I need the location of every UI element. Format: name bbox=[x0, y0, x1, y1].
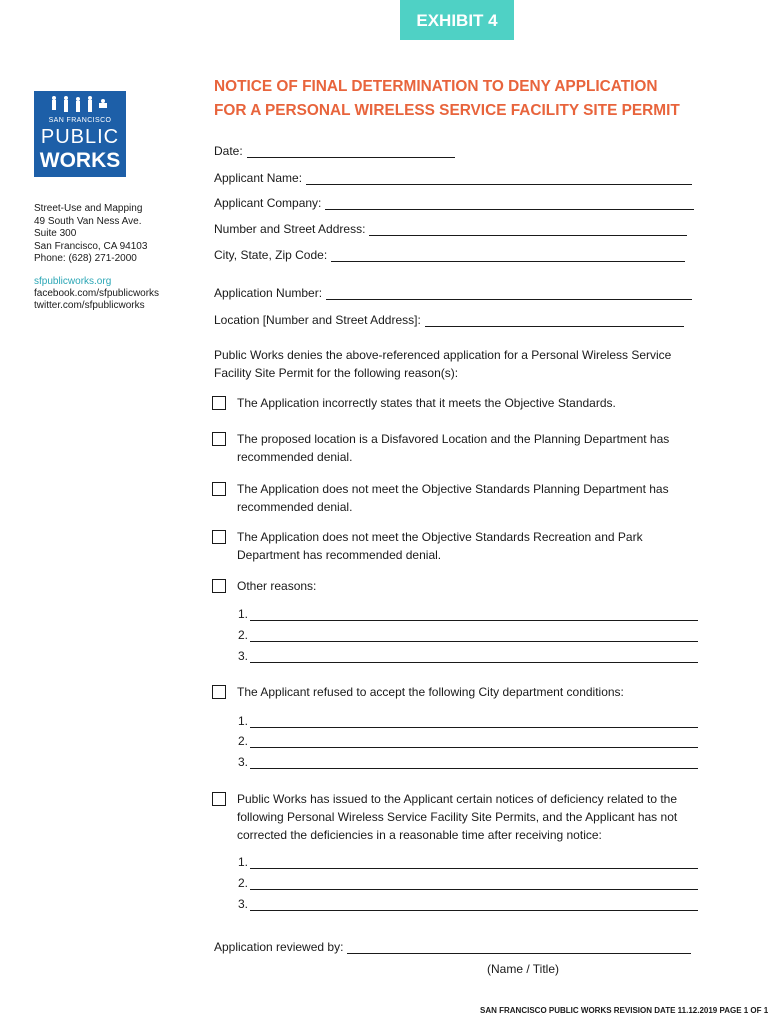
reason-option-6[interactable] bbox=[212, 683, 702, 701]
condition-line-3[interactable] bbox=[238, 755, 698, 769]
location-field[interactable] bbox=[214, 313, 684, 327]
applicant-name-label: Applicant Name: bbox=[214, 171, 303, 185]
street-address-field[interactable] bbox=[214, 222, 687, 236]
reason-1-checkbox[interactable] bbox=[212, 396, 226, 410]
reviewed-by-field[interactable] bbox=[214, 940, 691, 954]
condition-line-2[interactable] bbox=[238, 734, 698, 748]
condition-line-1[interactable] bbox=[238, 714, 698, 728]
links-block bbox=[34, 276, 159, 312]
line-number: 2. bbox=[238, 876, 249, 890]
applicant-company-field[interactable] bbox=[214, 196, 694, 210]
reason-4-label: The Application does not meet the Objective Standards Recreation and Park Department has recommended denial. bbox=[237, 530, 643, 562]
street-address-label: Number and Street Address: bbox=[214, 222, 366, 236]
address-line: Phone: (628) 271-2000 bbox=[34, 253, 137, 264]
date-label: Date: bbox=[214, 144, 243, 158]
other-reason-line-1[interactable] bbox=[238, 607, 698, 621]
reason-6-checkbox[interactable] bbox=[212, 685, 226, 699]
twitter-link[interactable]: twitter.com/sfpublicworks bbox=[34, 300, 145, 311]
line-number: 1. bbox=[238, 855, 249, 869]
name-title-caption: (Name / Title) bbox=[487, 962, 560, 976]
logo-word-works: WORKS bbox=[39, 149, 121, 172]
footer: SAN FRANCISCO PUBLIC WORKS REVISION DATE 11.12.2019 PAGE 1 OF 1 bbox=[480, 1006, 769, 1015]
line-number: 3. bbox=[238, 897, 249, 911]
title-line-2: FOR A PERSONAL WIRELESS SERVICE FACILITY SITE PERMIT bbox=[214, 102, 680, 119]
reason-option-7[interactable] bbox=[212, 790, 702, 844]
reason-5-label: Other reasons: bbox=[237, 579, 317, 593]
page-title bbox=[214, 75, 680, 123]
line-number: 3. bbox=[238, 755, 249, 769]
application-number-label: Application Number: bbox=[214, 286, 323, 300]
website-link[interactable]: sfpublicworks.org bbox=[34, 276, 112, 287]
date-field[interactable] bbox=[214, 144, 455, 158]
location-label: Location [Number and Street Address]: bbox=[214, 313, 421, 327]
address-line: San Francisco, CA 94103 bbox=[34, 240, 148, 252]
facebook-link[interactable]: facebook.com/sfpublicworks bbox=[34, 288, 160, 299]
deficiency-line-2[interactable] bbox=[238, 876, 698, 890]
address-line: 49 South Van Ness Ave. bbox=[34, 215, 142, 227]
reason-3-checkbox[interactable] bbox=[212, 482, 226, 496]
reason-option-5[interactable] bbox=[212, 577, 702, 595]
logo-word-public: PUBLIC bbox=[40, 126, 120, 148]
reason-2-checkbox[interactable] bbox=[212, 432, 226, 446]
reason-option-4[interactable] bbox=[212, 528, 702, 564]
reason-4-checkbox[interactable] bbox=[212, 530, 226, 544]
address-block bbox=[34, 203, 147, 266]
reason-5-checkbox[interactable] bbox=[212, 579, 226, 593]
reason-2-label: The proposed location is a Disfavored Location and the Planning Department has recommended denial. bbox=[237, 432, 670, 464]
reason-7-label: Public Works has issued to the Applicant certain notices of deficiency related to the following Personal Wireless Service Facility Site Permits, and the Applicant has not corrected the deficiencies in a reasonable time after receiving notice: bbox=[237, 792, 678, 842]
reason-6-label: The Applicant refused to accept the following City department conditions: bbox=[237, 685, 624, 699]
reason-3-label: The Application does not meet the Objective Standards Planning Department has recommended denial. bbox=[237, 482, 669, 514]
title-line-1: NOTICE OF FINAL DETERMINATION TO DENY APPLICATION bbox=[214, 78, 658, 95]
reason-1-label: The Application incorrectly states that it meets the Objective Standards. bbox=[237, 396, 616, 410]
line-number: 1. bbox=[238, 714, 249, 728]
reason-option-2[interactable] bbox=[212, 430, 702, 466]
applicant-company-label: Applicant Company: bbox=[214, 196, 322, 210]
application-number-field[interactable] bbox=[214, 286, 692, 300]
logo-city: SAN FRANCISCO bbox=[48, 117, 112, 124]
deficiency-line-3[interactable] bbox=[238, 897, 698, 911]
line-number: 2. bbox=[238, 628, 249, 642]
reason-7-checkbox[interactable] bbox=[212, 792, 226, 806]
public-works-logo bbox=[34, 91, 126, 177]
applicant-name-field[interactable] bbox=[214, 171, 692, 185]
reviewed-by-label: Application reviewed by: bbox=[214, 940, 344, 954]
address-line: Suite 300 bbox=[34, 228, 77, 239]
workers-figures-icon bbox=[48, 95, 112, 115]
intro-paragraph: Public Works denies the above-referenced application for a Personal Wireless Service Facility Site Permit for the following reason(s): bbox=[214, 348, 672, 380]
line-number: 1. bbox=[238, 607, 249, 621]
reason-option-3[interactable] bbox=[212, 480, 702, 516]
other-reason-line-3[interactable] bbox=[238, 649, 698, 663]
city-state-zip-field[interactable] bbox=[214, 248, 685, 262]
address-line: Street-Use and Mapping bbox=[34, 203, 143, 214]
deficiency-line-1[interactable] bbox=[238, 855, 698, 869]
line-number: 3. bbox=[238, 649, 249, 663]
line-number: 2. bbox=[238, 734, 249, 748]
exhibit-badge: EXHIBIT 4 bbox=[400, 0, 514, 40]
reason-option-1[interactable] bbox=[212, 394, 702, 412]
city-state-zip-label: City, State, Zip Code: bbox=[214, 248, 328, 262]
other-reason-line-2[interactable] bbox=[238, 628, 698, 642]
